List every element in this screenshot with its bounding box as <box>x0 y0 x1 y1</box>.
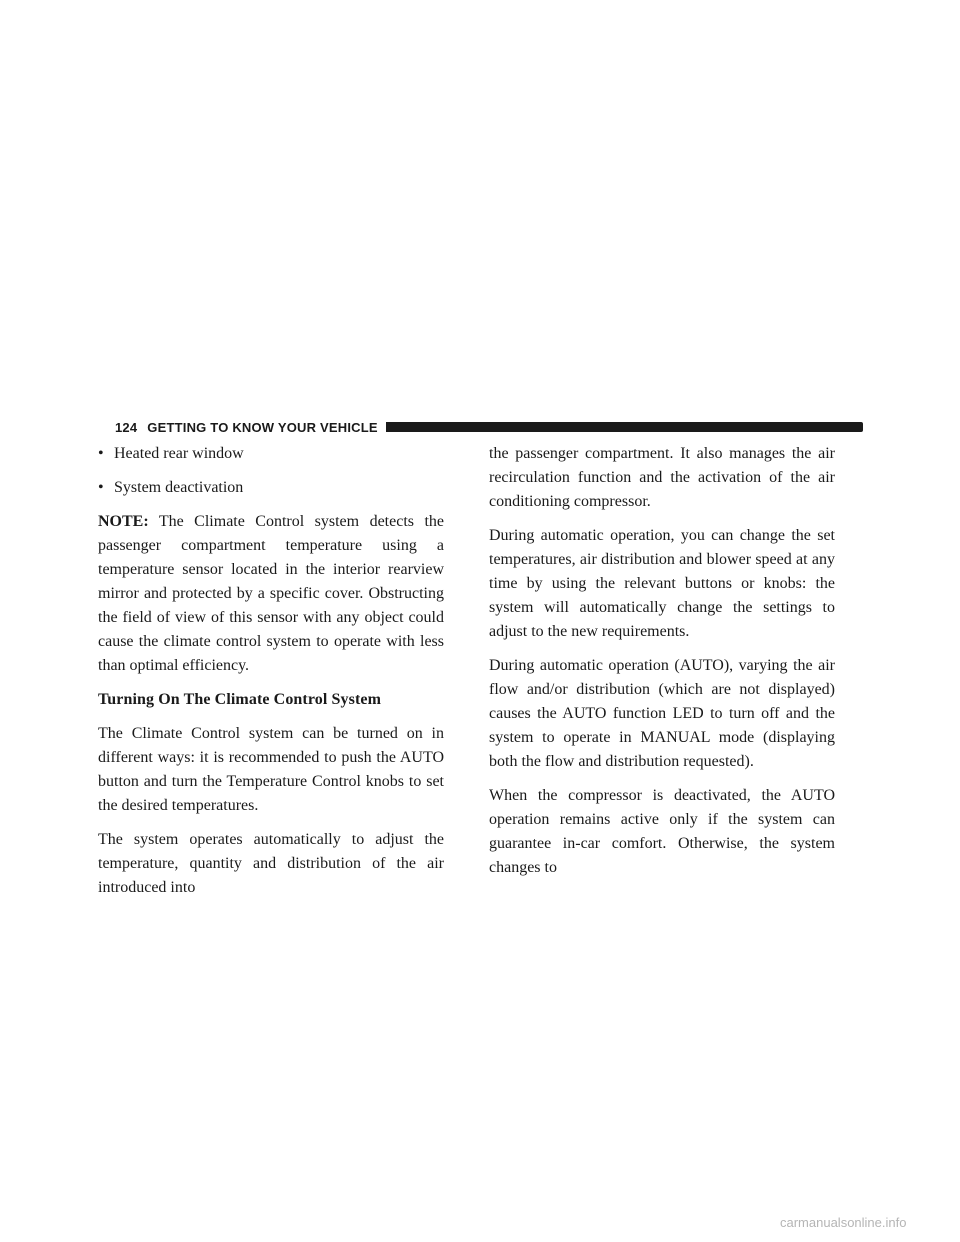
list-item-text: Heated rear window <box>114 445 244 462</box>
bullet-icon: • <box>98 479 104 496</box>
body-paragraph: The Climate Control system can be turned on in different ways: it is recommended to push the AUTO button and turn the Temperature Control knobs to set the desired temperatures. <box>98 725 444 814</box>
body-paragraph: During automatic operation (AUTO), varying the air flow and/or distribution (which are not displayed) causes the AUTO function LED to turn off and the system to operate in MANUAL mode (displaying both the flow and distribution requested). <box>489 657 835 770</box>
body-paragraph: During automatic operation, you can change the set temperatures, air distribution and blower speed at any time by using the relevant buttons or knobs: the system will automatically change the settings to adjust to the new requirements. <box>489 527 835 640</box>
body-paragraph: the passenger compartment. It also manages the air recirculation function and the activation of the air conditioning compressor. <box>489 445 835 510</box>
watermark: carmanualsonline.info <box>780 1215 907 1230</box>
header-rule <box>386 422 863 432</box>
note-text: The Climate Control system detects the passenger compartment temperature using a temperature sensor located in the interior rearview mirror and protected by a specific cover. Obstructing the field of view of this sensor with any object could cause the climate control system to operate with less than optimal efficiency. <box>98 513 444 674</box>
left-column <box>98 442 444 910</box>
right-column <box>489 442 835 890</box>
list-item <box>98 476 444 500</box>
section-heading: Turning On The Climate Control System <box>98 691 381 708</box>
page-number: 124 <box>115 419 138 435</box>
bullet-icon: • <box>98 445 104 462</box>
section-title: GETTING TO KNOW YOUR VEHICLE <box>147 419 378 435</box>
note-paragraph <box>98 510 444 678</box>
list-item <box>98 442 444 466</box>
page-header <box>115 418 863 436</box>
body-paragraph: The system operates automatically to adjust the temperature, quantity and distribution of the air introduced into <box>98 831 444 896</box>
note-label: NOTE: <box>98 513 149 530</box>
body-paragraph: When the compressor is deactivated, the AUTO operation remains active only if the system can guarantee in-car comfort. Otherwise, the system changes to <box>489 787 835 876</box>
list-item-text: System deactivation <box>114 479 244 496</box>
